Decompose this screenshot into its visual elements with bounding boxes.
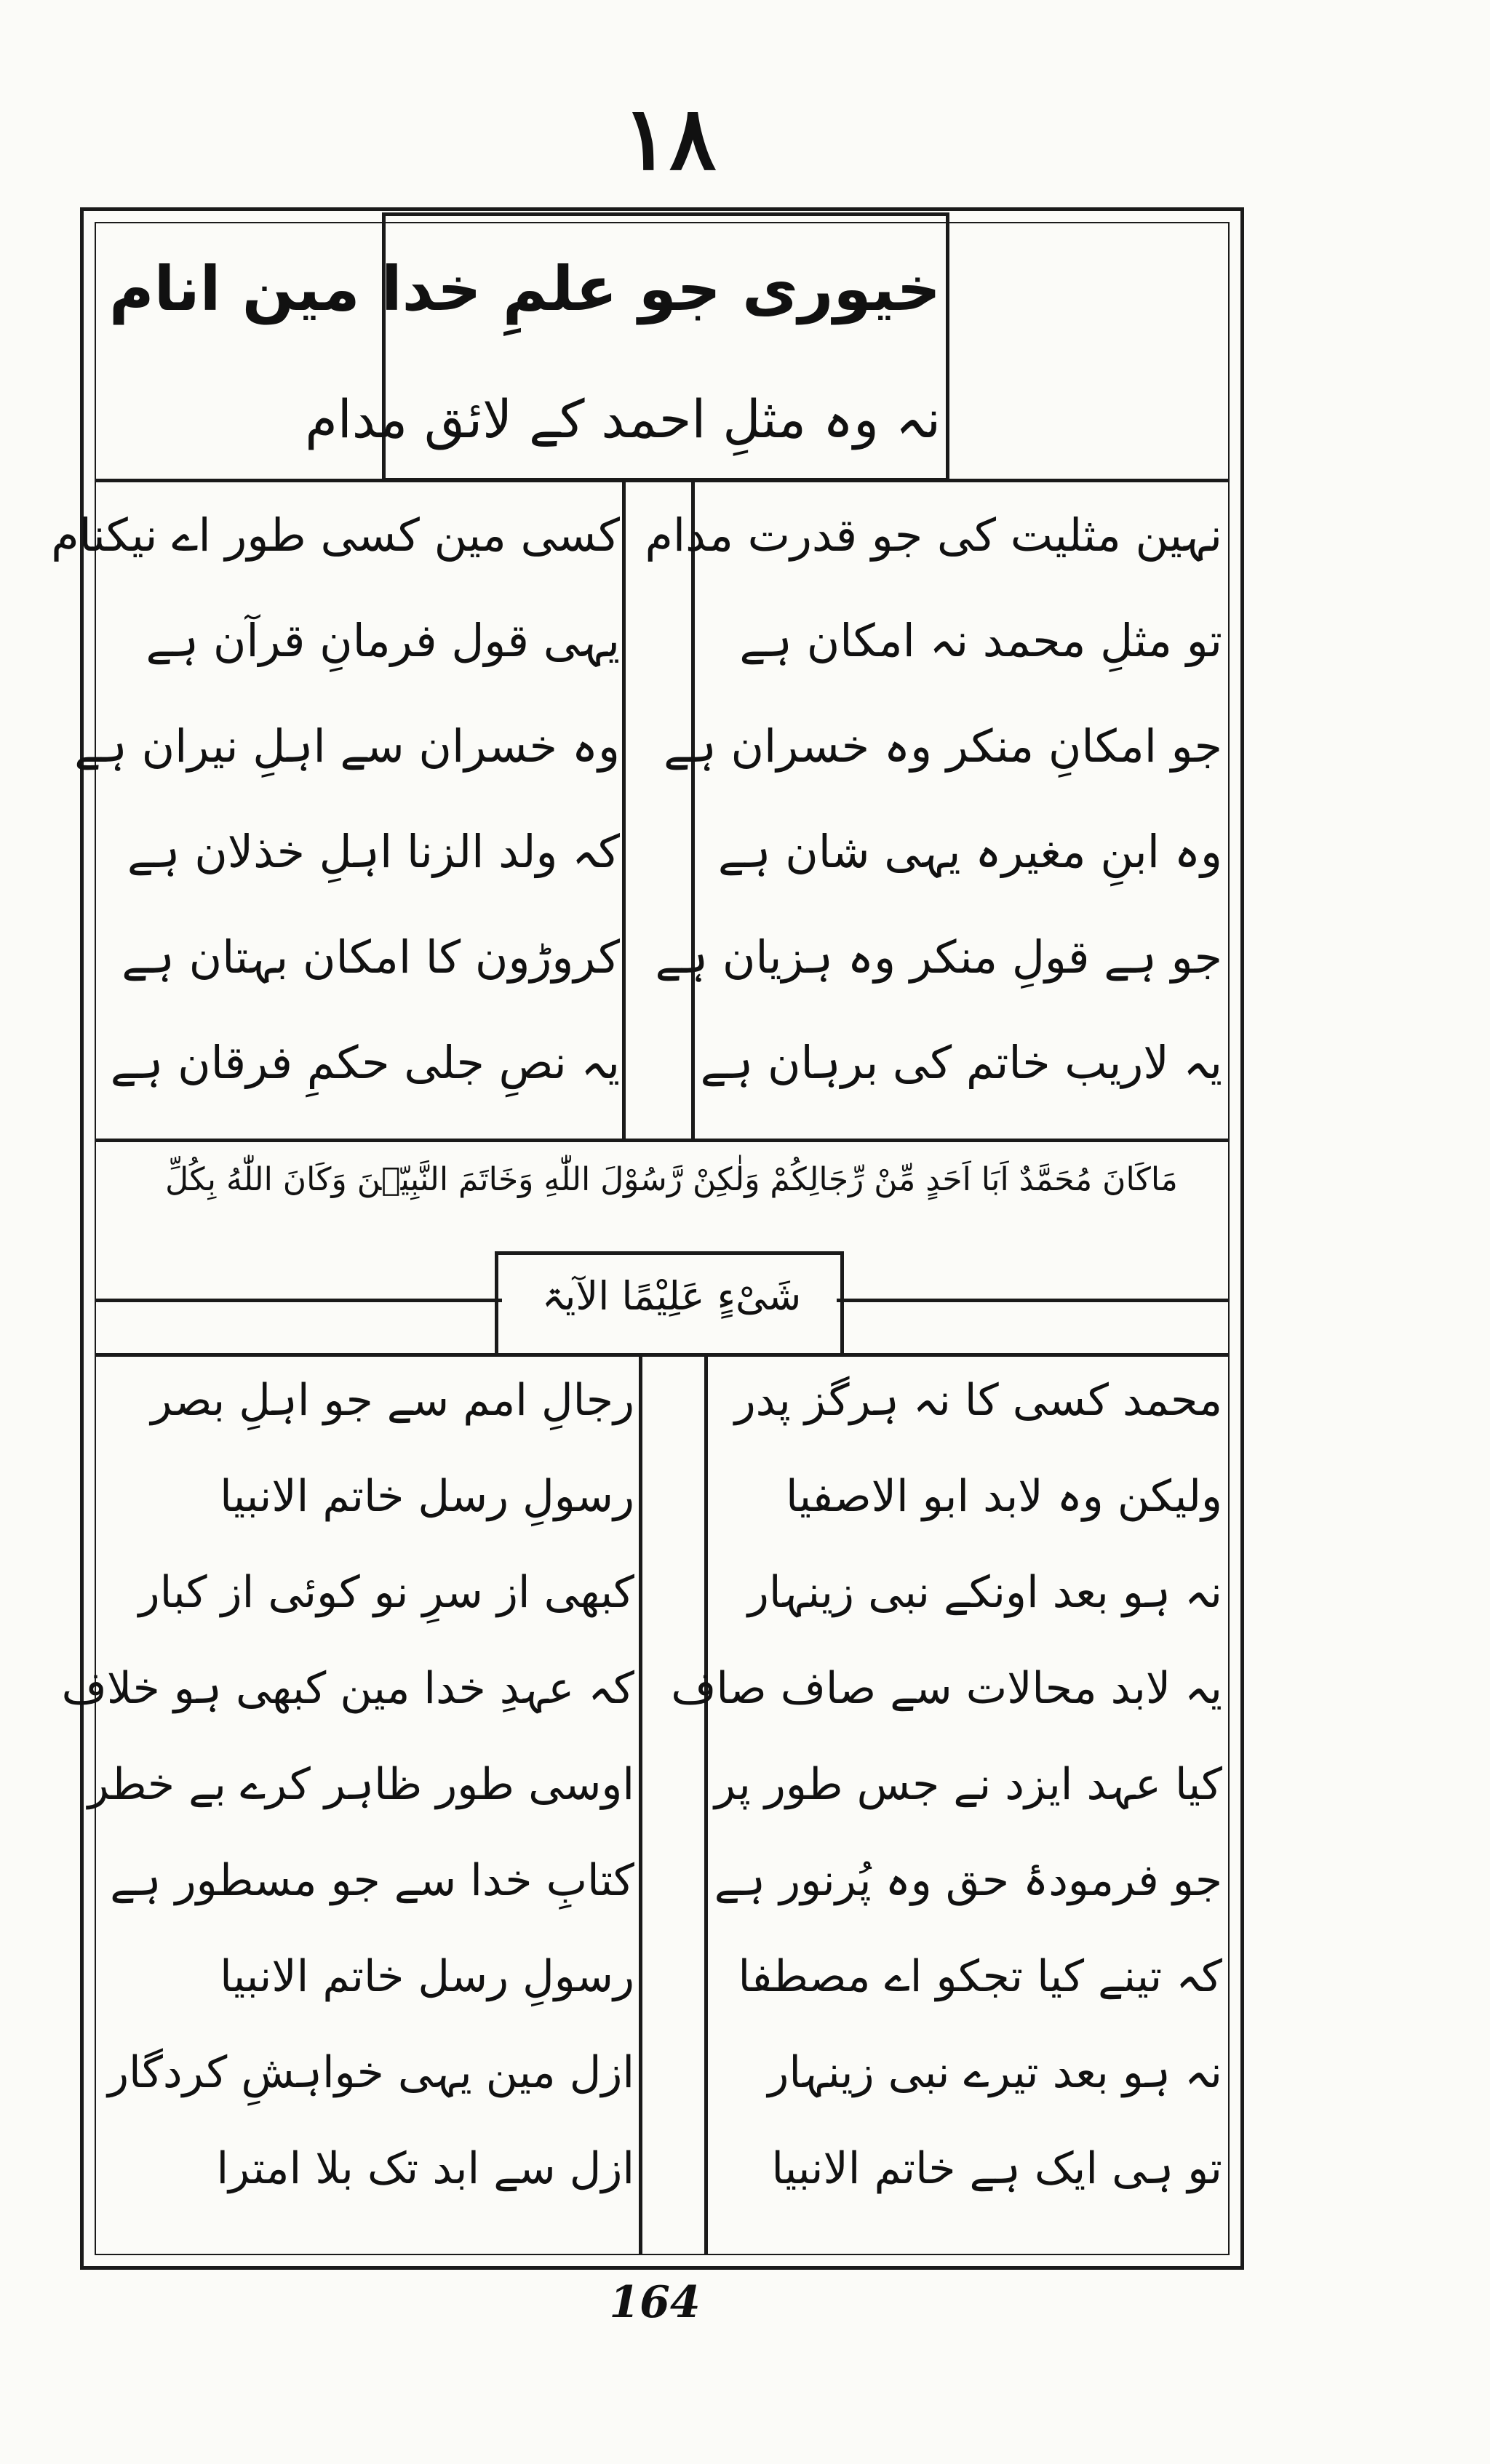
couplet-line: کتابِ خدا سے جو مسطور ہے — [110, 1855, 634, 1906]
couplet-line: کیا عہد ایزد نے جس طور پر — [714, 1759, 1222, 1810]
couplet-line: کہ تینے کیا تجکو اے مصطفا — [738, 1951, 1222, 2002]
heading-line-1: خیوری جو علمِ خدا مین انام — [109, 253, 941, 324]
heading-line-2: نہ وہ مثلِ احمد کے لائق مدام — [305, 388, 941, 450]
couplet-line: نہ ہو بعد تیرے نبی زینہار — [768, 2047, 1222, 2098]
couplet-line: یہی قول فرمانِ قرآن ہے — [146, 614, 620, 667]
couplet-line: کہ ولد الزنا اہلِ خذلان ہے — [127, 825, 620, 878]
couplet-line: یہ لابد محالات سے صاف صاف — [671, 1663, 1222, 1714]
couplet-line: کہ عہدِ خدا مین کبھی ہو خلاف — [61, 1663, 634, 1714]
lower-divider-right — [704, 1353, 708, 2255]
couplet-line: وہ ابنِ مغیرہ یہی شان ہے — [717, 825, 1222, 878]
couplet-line: ازل سے ابد تک بلا امترا — [216, 2143, 634, 2194]
lower-divider-left — [639, 1353, 642, 2255]
couplet-line: تو ہی ایک ہے خاتم الانبیا — [771, 2143, 1222, 2194]
couplet-line: نہین مثلیت کی جو قدرت مدام — [645, 509, 1222, 562]
couplet-line: نہ ہو بعد اونکے نبی زینہار — [747, 1567, 1222, 1618]
couplet-line: کروڑون کا امکان بہتان ہے — [121, 930, 620, 984]
couplet-line: جو امکانِ منکر وہ خسران ہے — [664, 719, 1222, 773]
rule-above-verse — [95, 1139, 1230, 1142]
upper-divider-right — [691, 480, 695, 1139]
couplet-line: جو ہے قولِ منکر وہ ہزیان ہے — [655, 930, 1222, 984]
couplet-line: کسی مین کسی طور اے نیکنام — [51, 509, 620, 562]
couplet-line: ازل مین یہی خواہشِ کردگار — [108, 2047, 634, 2098]
couplet-line: وہ خسران سے اہلِ نیران ہے — [74, 719, 620, 773]
rule-below-verse — [95, 1299, 502, 1302]
upper-right-column — [645, 484, 1222, 1139]
upper-left-column — [51, 484, 620, 1139]
couplet-line: یہ نصِ جلی حکمِ فرقان ہے — [110, 1036, 620, 1089]
footer-page-number: 164 — [609, 2277, 701, 2328]
couplet-line: تو مثلِ محمد نہ امکان ہے — [739, 614, 1222, 667]
couplet-line: یہ لاریب خاتم کی برہان ہے — [700, 1036, 1222, 1089]
couplet-line: رجالِ امم سے جو اہلِ بصر — [151, 1375, 634, 1426]
couplet-line: اوسی طور ظاہر کرے بے خطر — [87, 1759, 634, 1810]
rule-below-verse-right — [837, 1299, 1230, 1302]
verse-line-2: شَیْءٍ عَلِيْمًا الآیۃ — [541, 1273, 802, 1319]
couplet-line: ولیکن وہ لابد ابو الاصفیا — [786, 1471, 1222, 1522]
couplet-line: رسولِ رسل خاتم الانبیا — [220, 1471, 634, 1522]
page-number: ۱۸ — [622, 87, 717, 190]
couplet-line: جو فرمودۂ حق وہ پُرنور ہے — [714, 1855, 1222, 1906]
couplet-line: رسولِ رسل خاتم الانبیا — [220, 1951, 634, 2002]
verse-line-1: مَاكَانَ مُحَمَّدٌ اَبَا اَحَدٍ مِّنْ رِّجَالِكُمْ وَلٰكِنْ رَّسُوْلَ اللّٰهِ وَخَاتَمَ النَّبِيّٖنَ وَكَانَ اللّٰهُ بِكُلِّ — [165, 1161, 1178, 1198]
couplet-line: کبھی از سرِ نو کوئی از کبار — [138, 1567, 634, 1618]
lower-right-column — [671, 1357, 1222, 2252]
couplet-line: محمد کسی کا نہ ہرگز پدر — [734, 1375, 1222, 1426]
rule-under-heading — [95, 479, 1230, 482]
lower-left-column — [61, 1357, 634, 2252]
upper-divider-left — [622, 480, 626, 1139]
